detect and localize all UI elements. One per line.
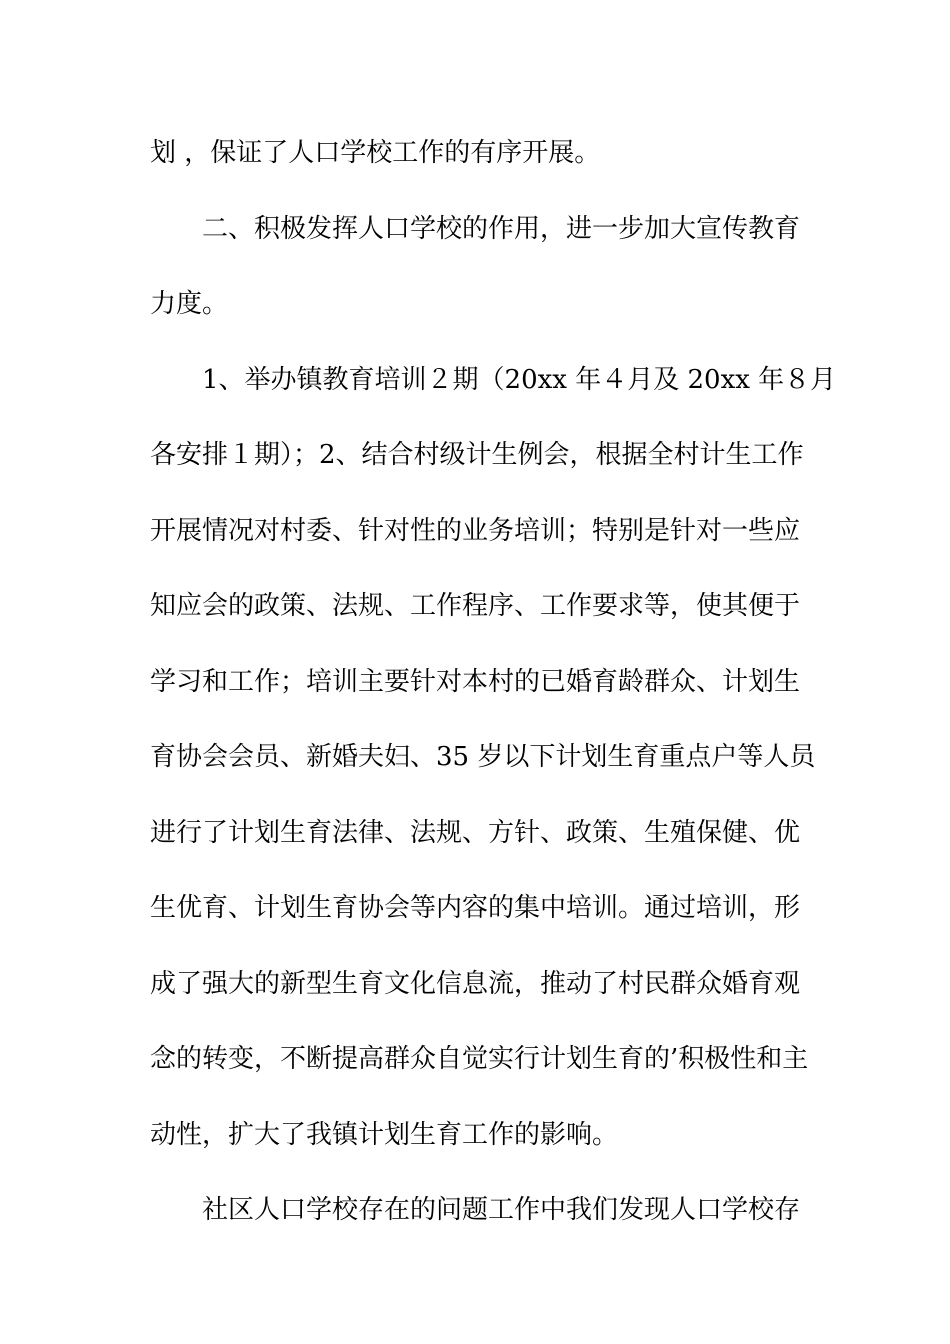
text-line: 生优育、计划生育协会等内容的集中培训。通过培训，形 (150, 893, 801, 923)
text-line: 划 ，保证了人口学校工作的有序开展。 (150, 138, 601, 168)
text-line: 成了强大的新型生育文化信息流，推动了村民群众婚育观 (150, 968, 801, 999)
body-text (150, 116, 837, 1249)
paragraph-start-line: 1、举办镇教育培训２期（20xx 年４月及 20xx 年８月 (202, 364, 837, 395)
text-line: 知应会的政策、法规、工作程序、工作要求等，使其便于 (150, 591, 801, 621)
text-line: 各安排１期）；2、结合村级计生例会，根据全村计生工作 (150, 440, 804, 470)
text-line: 念的转变，不断提高群众自觉实行计划生育的’积极性和主 (150, 1044, 809, 1074)
text-line: 开展情况对村委、针对性的业务培训；特别是针对一些应 (150, 515, 801, 546)
section-heading: 二、积极发挥人口学校的作用，进一步加大宣传教育 (202, 213, 801, 244)
text-line: 动性，扩大了我镇计划生育工作的影响。 (150, 1119, 619, 1150)
text-line: 力度。 (150, 289, 229, 319)
text-line: 进行了计划生育法律、法规、方针、政策、生殖保健、优 (150, 817, 801, 848)
text-line: 育协会会员、新婚夫妇、35 岁以下计划生育重点户等人员 (150, 742, 816, 772)
text-line: 学习和工作；培训主要针对本村的已婚育龄群众、计划生 (150, 666, 801, 697)
paragraph-start-line: 社区人口学校存在的问题工作中我们发现人口学校存 (202, 1195, 801, 1225)
